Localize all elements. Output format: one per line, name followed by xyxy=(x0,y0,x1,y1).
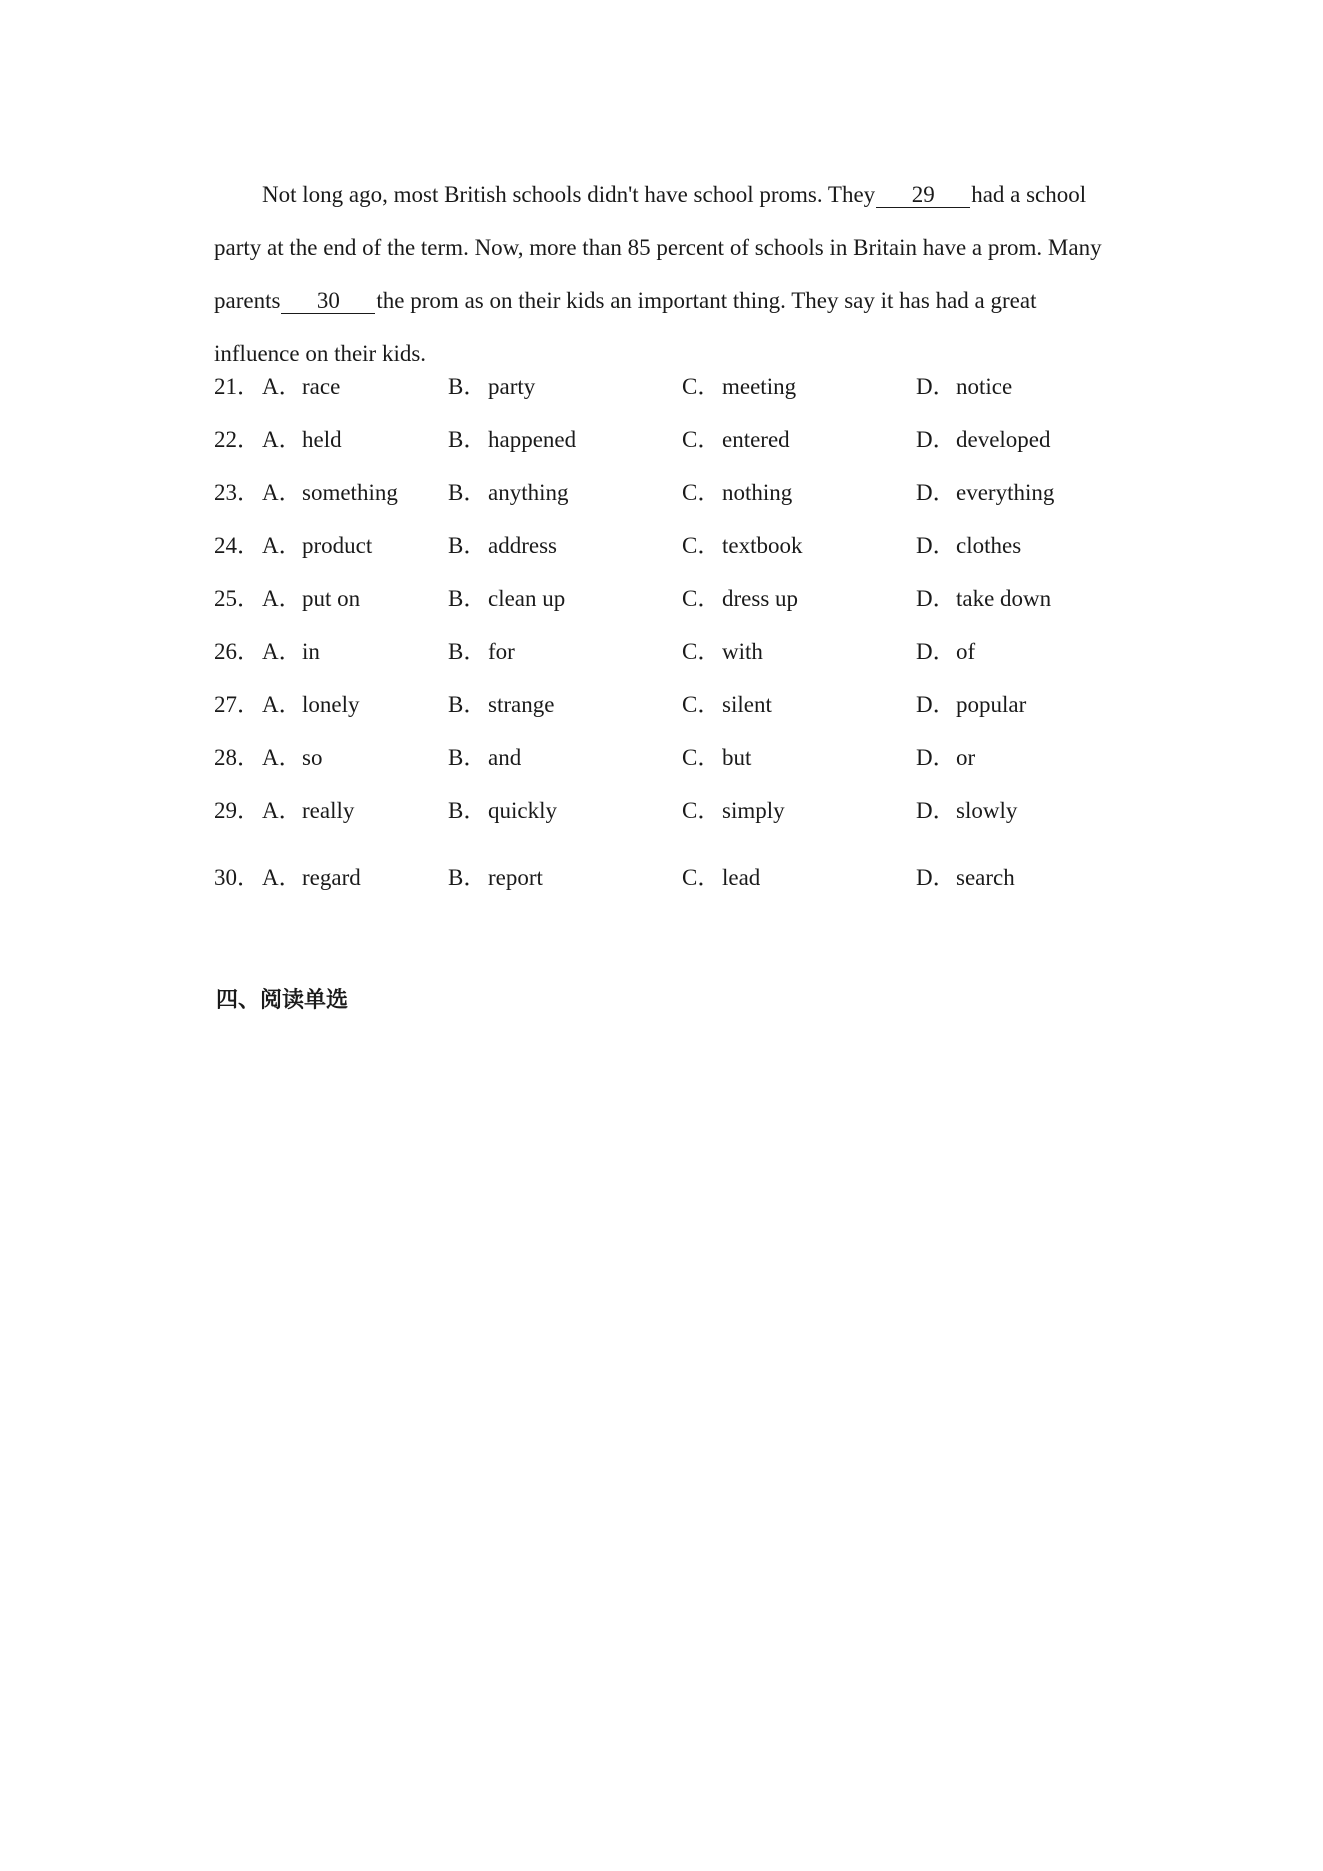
option-letter: D． xyxy=(916,798,956,823)
question-row-22 xyxy=(214,425,1114,455)
option-letter: B． xyxy=(448,586,487,611)
option-text: popular xyxy=(956,692,1027,717)
cloze-passage xyxy=(214,168,1104,380)
option-text: report xyxy=(488,865,543,890)
option-a xyxy=(262,637,320,667)
option-text: regard xyxy=(302,865,361,890)
option-text: party xyxy=(488,374,536,399)
option-a xyxy=(262,478,398,508)
passage-segment: the prom as on their kids an important thing. They say it has had a great influence on their kids. xyxy=(214,288,1037,366)
option-b xyxy=(448,690,554,720)
option-letter: D． xyxy=(916,865,956,890)
option-letter: C． xyxy=(682,480,721,505)
option-letter: A． xyxy=(262,480,302,505)
option-text: or xyxy=(956,745,976,770)
option-letter: A． xyxy=(262,586,302,611)
option-letter: D． xyxy=(916,374,956,399)
option-text: with xyxy=(722,639,763,664)
option-letter: B． xyxy=(448,533,487,558)
option-letter: B． xyxy=(448,427,487,452)
option-d xyxy=(916,796,1017,826)
option-text: and xyxy=(488,745,522,770)
option-text: product xyxy=(302,533,373,558)
option-letter: B． xyxy=(448,374,487,399)
option-letter: C． xyxy=(682,427,721,452)
passage-segment: Not long ago, most British schools didn't have school proms. They xyxy=(262,182,876,207)
option-text: slowly xyxy=(956,798,1018,823)
option-text: clothes xyxy=(956,533,1022,558)
option-text: address xyxy=(488,533,557,558)
option-b xyxy=(448,531,557,561)
option-text: held xyxy=(302,427,342,452)
option-c xyxy=(682,743,751,773)
option-text: dress up xyxy=(722,586,799,611)
option-text: quickly xyxy=(488,798,557,823)
option-c xyxy=(682,478,792,508)
option-d xyxy=(916,372,1012,402)
option-c xyxy=(682,425,790,455)
option-c xyxy=(682,637,763,667)
question-number: 30． xyxy=(214,865,260,890)
option-letter: D． xyxy=(916,533,956,558)
question-row-30 xyxy=(214,863,1114,893)
option-d xyxy=(916,584,1051,614)
option-c xyxy=(682,863,760,893)
option-text: simply xyxy=(722,798,785,823)
option-text: strange xyxy=(488,692,555,717)
option-letter: D． xyxy=(916,586,956,611)
option-letter: A． xyxy=(262,427,302,452)
option-b xyxy=(448,637,515,667)
option-letter: C． xyxy=(682,865,721,890)
question-row-29 xyxy=(214,796,1114,826)
question-row-27 xyxy=(214,690,1114,720)
option-text: race xyxy=(302,374,341,399)
question-number: 25． xyxy=(214,586,260,611)
option-text: textbook xyxy=(722,533,803,558)
option-a xyxy=(262,584,360,614)
option-letter: C． xyxy=(682,798,721,823)
option-b xyxy=(448,863,543,893)
option-letter: B． xyxy=(448,798,487,823)
option-text: nothing xyxy=(722,480,793,505)
option-text: for xyxy=(488,639,515,664)
option-text: developed xyxy=(956,427,1051,452)
option-text: clean up xyxy=(488,586,566,611)
option-c xyxy=(682,584,798,614)
option-a xyxy=(262,531,372,561)
option-d xyxy=(916,637,975,667)
option-text: meeting xyxy=(722,374,797,399)
option-b xyxy=(448,743,521,773)
option-d xyxy=(916,863,1015,893)
question-row-28 xyxy=(214,743,1114,773)
option-letter: B． xyxy=(448,745,487,770)
option-text: happened xyxy=(488,427,577,452)
blank-29: 29 xyxy=(876,183,970,208)
option-letter: C． xyxy=(682,692,721,717)
option-letter: C． xyxy=(682,586,721,611)
option-text: anything xyxy=(488,480,569,505)
option-text: put on xyxy=(302,586,361,611)
option-a xyxy=(262,863,361,893)
question-row-26 xyxy=(214,637,1114,667)
option-d xyxy=(916,478,1054,508)
option-text: of xyxy=(956,639,976,664)
option-letter: A． xyxy=(262,639,302,664)
option-text: silent xyxy=(722,692,772,717)
passage-segment: had a school party at the end of the term. Now, more than 85 percent of schools in Britain have a prom. Many parents xyxy=(214,182,1102,313)
option-letter: D． xyxy=(916,427,956,452)
option-text: in xyxy=(302,639,320,664)
option-a xyxy=(262,796,354,826)
option-letter: A． xyxy=(262,865,302,890)
option-b xyxy=(448,425,576,455)
question-row-25 xyxy=(214,584,1114,614)
option-letter: A． xyxy=(262,533,302,558)
option-letter: D． xyxy=(916,480,956,505)
option-letter: D． xyxy=(916,639,956,664)
option-d xyxy=(916,743,975,773)
option-c xyxy=(682,531,803,561)
question-number: 26． xyxy=(214,639,260,664)
option-d xyxy=(916,425,1051,455)
option-b xyxy=(448,478,569,508)
option-letter: C． xyxy=(682,374,721,399)
option-text: notice xyxy=(956,374,1013,399)
option-letter: B． xyxy=(448,639,487,664)
option-text: everything xyxy=(956,480,1055,505)
question-row-24 xyxy=(214,531,1114,561)
option-a xyxy=(262,690,360,720)
option-d xyxy=(916,531,1021,561)
option-letter: D． xyxy=(916,745,956,770)
option-c xyxy=(682,796,785,826)
question-row-23 xyxy=(214,478,1114,508)
option-a xyxy=(262,372,340,402)
option-text: lonely xyxy=(302,692,360,717)
question-number: 24． xyxy=(214,533,260,558)
option-letter: C． xyxy=(682,533,721,558)
option-letter: A． xyxy=(262,692,302,717)
option-c xyxy=(682,372,796,402)
option-text: take down xyxy=(956,586,1052,611)
option-letter: B． xyxy=(448,692,487,717)
option-letter: A． xyxy=(262,374,302,399)
question-number: 27． xyxy=(214,692,260,717)
option-d xyxy=(916,690,1026,720)
question-number: 28． xyxy=(214,745,260,770)
option-text: so xyxy=(302,745,323,770)
option-letter: A． xyxy=(262,745,302,770)
option-b xyxy=(448,796,557,826)
option-letter: A． xyxy=(262,798,302,823)
option-letter: B． xyxy=(448,480,487,505)
option-b xyxy=(448,584,565,614)
blank-30: 30 xyxy=(281,289,375,314)
option-letter: C． xyxy=(682,639,721,664)
option-b xyxy=(448,372,535,402)
option-a xyxy=(262,425,342,455)
option-text: something xyxy=(302,480,398,505)
question-number: 29． xyxy=(214,798,260,823)
option-text: search xyxy=(956,865,1015,890)
option-letter: C． xyxy=(682,745,721,770)
section-heading: 四、阅读单选 xyxy=(216,988,349,1013)
option-c xyxy=(682,690,772,720)
option-letter: B． xyxy=(448,865,487,890)
question-number: 23． xyxy=(214,480,260,505)
option-text: entered xyxy=(722,427,790,452)
option-text: but xyxy=(722,745,752,770)
question-number: 22． xyxy=(214,427,260,452)
option-letter: D． xyxy=(916,692,956,717)
option-a xyxy=(262,743,322,773)
question-number: 21． xyxy=(214,374,260,399)
question-row-21 xyxy=(214,372,1114,402)
option-text: lead xyxy=(722,865,761,890)
option-text: really xyxy=(302,798,355,823)
